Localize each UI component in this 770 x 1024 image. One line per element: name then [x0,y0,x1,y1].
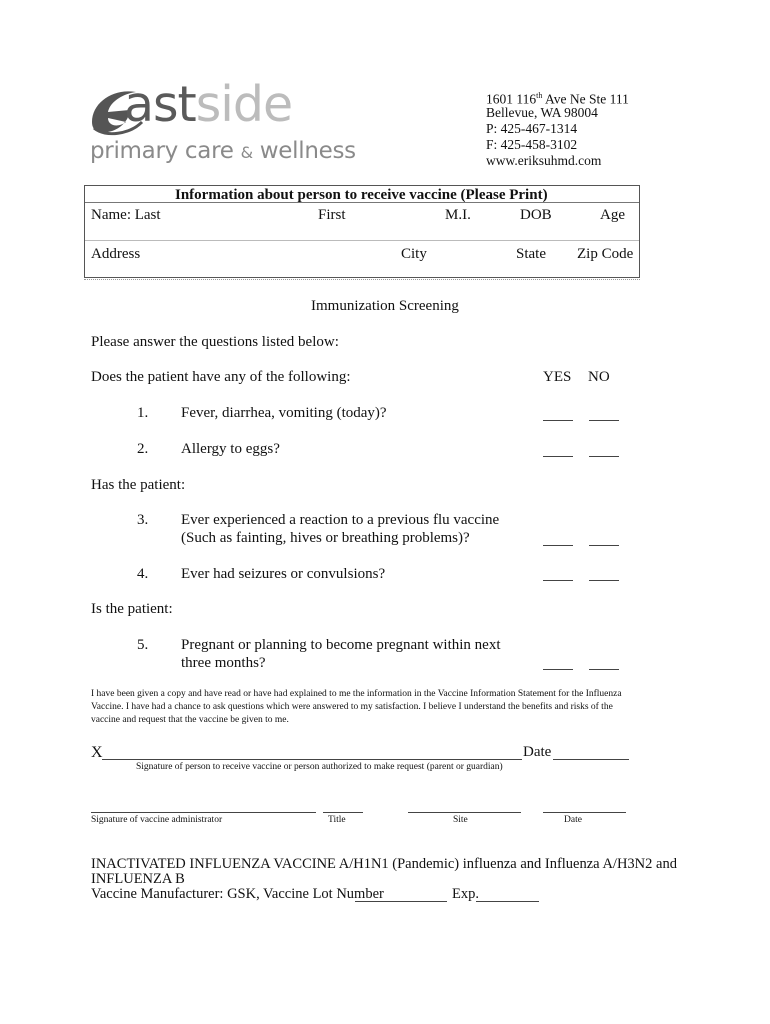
vaccine-line2: INFLUENZA B [91,871,185,887]
logo-tagline [90,138,356,164]
field-last-name[interactable]: Name: Last [91,207,161,223]
q4-no-blank[interactable] [589,580,619,581]
address-web: www.eriksuhmd.com [486,153,602,168]
q1-number: 1. [137,405,149,421]
yes-header: YES [543,369,572,385]
admin-date-caption: Date [564,815,582,825]
q4-text: Ever had seizures or convulsions? [181,566,386,582]
signature-x-mark: X [91,744,103,761]
street-number: 1601 116 [486,91,537,107]
vaccine-line1: INACTIVATED INFLUENZA VACCINE A/H1N1 (Pandemic) influenza and Influenza A/H3N2 and [91,856,677,872]
field-mi[interactable]: M.I. [445,207,471,223]
q2-text: Allergy to eggs? [181,441,280,457]
consent-line2: Vaccine. I have had a chance to ask questions which were answered to my satisfaction. I believe I understand the benefits and risks of the [91,702,613,712]
admin-site-caption: Site [453,815,468,825]
q5-text-line2: three months? [181,655,266,671]
q4-yes-blank[interactable] [543,580,573,581]
logo-ast: ast [124,76,196,133]
tagline-wellness: wellness [259,138,356,164]
q3-text-line1: Ever experienced a reaction to a previous flu vaccine [181,512,500,528]
info-box-heading: Information about person to receive vaccine (Please Print) [175,187,548,203]
field-dob[interactable]: DOB [520,207,552,223]
q4-number: 4. [137,566,149,582]
q2-no-blank[interactable] [589,456,619,457]
screening-instruction: Please answer the questions listed below: [91,334,339,350]
q1-text: Fever, diarrhea, vomiting (today)? [181,405,387,421]
address-fax: F: 425-458-3102 [486,137,578,152]
exp-line[interactable] [476,901,539,902]
is-patient-label: Is the patient: [91,601,173,617]
consent-line3: vaccine and request that the vaccine be given to me. [91,715,289,725]
vaccine-manufacturer: Vaccine Manufacturer: GSK, Vaccine Lot Number [91,886,384,902]
tagline-primary-care: primary care [90,138,234,164]
q3-no-blank[interactable] [589,545,619,546]
admin-site-line[interactable] [408,812,521,813]
field-state[interactable]: State [516,246,546,262]
consent-line1: I have been given a copy and have read or have had explained to me the information in the Vaccine Information Statement for the Influenza [91,689,622,699]
admin-signature-line[interactable] [91,812,316,813]
admin-title-line[interactable] [323,812,363,813]
logo-wordmark [124,76,292,133]
q3-text-line2: (Such as fainting, hives or breathing problems)? [181,530,470,546]
admin-signature-caption: Signature of vaccine administrator [91,815,223,825]
q5-text-line1: Pregnant or planning to become pregnant within next [181,637,501,653]
address-phone: P: 425-467-1314 [486,121,578,136]
admin-title-caption: Title [328,815,346,825]
street-sup: th [536,91,543,100]
signature-date-label: Date [523,744,552,760]
question-header: Does the patient have any of the following: [91,369,351,385]
lot-number-line[interactable] [355,901,447,902]
patient-signature-caption: Signature of person to receive vaccine or person authorized to make request (parent or guardian) [136,762,503,772]
q5-number: 5. [137,637,149,653]
has-patient-label: Has the patient: [91,477,186,493]
q5-no-blank[interactable] [589,669,619,670]
eastside-logo [86,76,386,172]
screening-title: Immunization Screening [311,298,459,314]
logo-side: side [195,76,293,133]
field-address[interactable]: Address [91,246,141,262]
vaccine-exp-label: Exp. [452,886,479,902]
tagline-amp: & [240,143,253,162]
q1-no-blank[interactable] [589,420,619,421]
patient-signature-line[interactable] [102,759,522,760]
field-first-name[interactable]: First [318,207,346,223]
q1-yes-blank[interactable] [543,420,573,421]
q2-number: 2. [137,441,149,457]
signature-date-line[interactable] [553,759,629,760]
field-city[interactable]: City [401,246,427,262]
street-rest: Ave Ne Ste 111 [542,91,629,107]
admin-date-line[interactable] [543,812,626,813]
info-box-mid-rule [85,240,639,241]
field-zip[interactable]: Zip Code [577,246,634,262]
q5-yes-blank[interactable] [543,669,573,670]
no-header: NO [588,369,610,385]
q2-yes-blank[interactable] [543,456,573,457]
q3-yes-blank[interactable] [543,545,573,546]
field-age[interactable]: Age [600,207,625,223]
info-box-bottom-rule [84,279,640,280]
q3-number: 3. [137,512,149,528]
address-city: Bellevue, WA 98004 [486,105,598,120]
